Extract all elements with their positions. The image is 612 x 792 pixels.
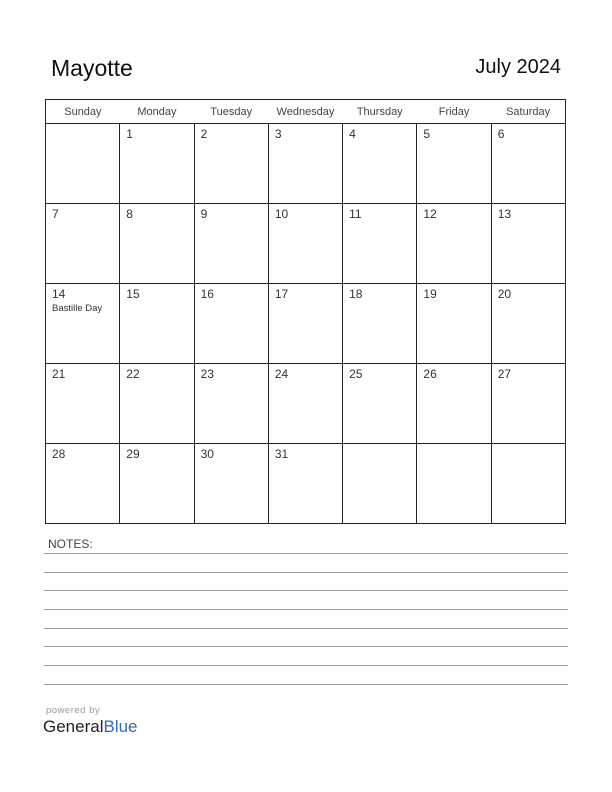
day-cell xyxy=(194,364,268,444)
day-cell xyxy=(194,204,268,284)
notes-label: NOTES: xyxy=(48,537,93,551)
notes-line xyxy=(44,646,568,647)
day-cell xyxy=(46,124,120,204)
notes-line xyxy=(44,553,568,554)
day-number: 15 xyxy=(126,287,140,301)
day-cell xyxy=(46,284,120,364)
day-cell xyxy=(491,204,565,284)
day-number: 20 xyxy=(497,287,512,301)
day-number: 29 xyxy=(126,447,140,461)
day-cell xyxy=(268,364,342,444)
day-cell xyxy=(268,124,342,204)
week-row xyxy=(46,444,566,524)
day-cell xyxy=(46,444,120,524)
notes-line xyxy=(44,590,568,591)
brand-name-general: General xyxy=(43,717,104,736)
day-number: 25 xyxy=(349,367,363,381)
notes-line xyxy=(44,572,568,573)
day-cell xyxy=(417,364,491,444)
day-cell xyxy=(120,364,194,444)
day-cell xyxy=(46,204,120,284)
weekday-header: Tuesday xyxy=(194,100,268,124)
notes-line xyxy=(44,684,568,685)
day-number: 11 xyxy=(349,207,362,221)
day-cell xyxy=(417,124,491,204)
day-cell xyxy=(120,124,194,204)
day-cell xyxy=(194,124,268,204)
day-number: 24 xyxy=(274,367,289,381)
day-number: 30 xyxy=(200,447,214,461)
brand-name-blue: Blue xyxy=(103,717,138,736)
brand-logo xyxy=(43,717,138,737)
month-year-label: July 2024 xyxy=(475,56,561,78)
day-number: 14 xyxy=(52,287,66,301)
day-cell xyxy=(343,444,417,524)
day-cell xyxy=(194,284,268,364)
day-cell xyxy=(343,204,417,284)
weekday-header: Wednesday xyxy=(268,100,342,124)
day-number: 1 xyxy=(126,127,133,141)
day-cell xyxy=(120,284,194,364)
day-number: 21 xyxy=(52,367,66,381)
day-cell xyxy=(120,444,194,524)
day-number: 16 xyxy=(200,287,214,301)
calendar-grid xyxy=(45,99,566,524)
weekday-header: Thursday xyxy=(343,100,417,124)
weekday-header: Sunday xyxy=(46,100,120,124)
day-number: 26 xyxy=(423,367,437,381)
weekday-header: Saturday xyxy=(491,100,565,124)
day-cell xyxy=(417,444,491,524)
day-cell xyxy=(491,364,565,444)
day-number: 13 xyxy=(497,207,512,221)
day-cell xyxy=(46,364,120,444)
day-number: 6 xyxy=(497,127,505,141)
day-number: 12 xyxy=(423,207,437,221)
notes-line xyxy=(44,628,568,629)
day-cell xyxy=(120,204,194,284)
day-number: 8 xyxy=(126,207,133,221)
notes-line xyxy=(44,665,568,666)
day-number: 31 xyxy=(274,447,289,461)
day-number: 5 xyxy=(423,127,431,141)
day-number: 28 xyxy=(52,447,66,461)
day-cell xyxy=(417,204,491,284)
day-cell xyxy=(343,284,417,364)
weekday-header: Friday xyxy=(417,100,491,124)
day-number: 27 xyxy=(497,367,512,381)
day-number: 3 xyxy=(274,127,282,141)
week-row xyxy=(46,364,566,444)
day-cell xyxy=(268,204,342,284)
day-number: 22 xyxy=(126,367,140,381)
day-cell xyxy=(491,124,565,204)
day-number: 10 xyxy=(274,207,289,221)
day-cell xyxy=(194,444,268,524)
powered-by-label: powered by xyxy=(46,705,101,716)
day-number: 2 xyxy=(200,127,208,141)
day-number: 17 xyxy=(274,287,289,301)
holiday-label: Bastille Day xyxy=(52,303,103,314)
day-cell xyxy=(343,364,417,444)
day-number: 23 xyxy=(200,367,214,381)
day-number: 18 xyxy=(349,287,363,301)
page-title: Mayotte xyxy=(51,55,133,81)
day-cell xyxy=(417,284,491,364)
day-number: 7 xyxy=(52,207,59,221)
day-number: 9 xyxy=(200,207,208,221)
weekday-header: Monday xyxy=(120,100,194,124)
day-number: 19 xyxy=(423,287,437,301)
weekday-header-row xyxy=(46,100,566,124)
week-row xyxy=(46,204,566,284)
week-row xyxy=(46,284,566,364)
day-cell xyxy=(268,284,342,364)
day-cell xyxy=(268,444,342,524)
day-cell xyxy=(491,444,565,524)
notes-line xyxy=(44,609,568,610)
day-cell xyxy=(491,284,565,364)
day-cell xyxy=(343,124,417,204)
week-row xyxy=(46,124,566,204)
day-number: 4 xyxy=(349,127,356,141)
